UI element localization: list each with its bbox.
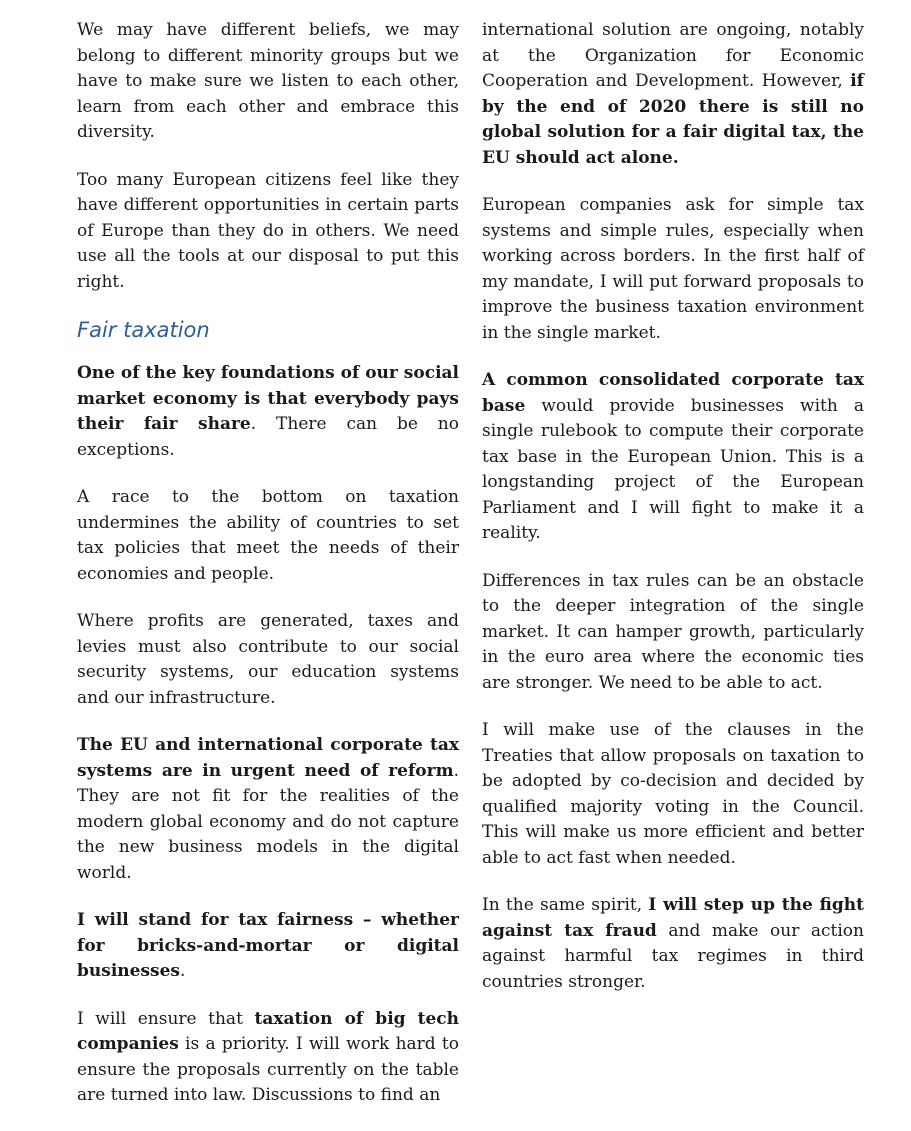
paragraph-text: . There can be no exceptions. — [77, 414, 459, 460]
paragraph-differences — [482, 569, 864, 697]
paragraph-text: In the same spirit, — [482, 895, 649, 915]
paragraph-race-to-bottom — [77, 485, 459, 587]
paragraph-text: . They are not fit for the realities of the modern global economy and do not capture the new business models in the digital world. — [77, 760, 459, 883]
paragraph-profits — [77, 609, 459, 711]
paragraph-digital-tax — [482, 18, 864, 171]
paragraph-text: I will make use of the clauses in the Treaties that allow proposals on taxation to be adopted by co-decision and decided by qualified majority voting in the Council. This will make us more efficient and better able to act fast when needed. — [482, 720, 864, 868]
paragraph-text: Where profits are generated, taxes and levies must also contribute to our social security systems, our education systems and our infrastructure. — [77, 611, 459, 708]
paragraph-reform — [77, 733, 459, 886]
paragraph-diversity — [77, 18, 459, 146]
bold-text: I will step up the fight against tax fraud — [482, 895, 864, 941]
section-heading: Fair taxation — [77, 318, 210, 342]
bold-text: if by the end of 2020 there is still no global solution for a fair digital tax, the EU should act alone. — [482, 71, 864, 168]
bold-text: I will stand for tax fairness – whether for bricks-and-mortar or digital businesses — [77, 910, 459, 981]
paragraph-tax-fraud — [482, 893, 864, 995]
paragraph-simple-rules — [482, 193, 864, 346]
paragraph-text: would provide businesses with a single rulebook to compute their corporate tax base in the European Union. This is a longstanding project of the European Parliament and I will fight to make it a reality. — [482, 395, 864, 543]
bold-text: One of the key foundations of our social market economy is that everybody pays their fair share — [77, 363, 459, 434]
paragraph-fair-share — [77, 361, 459, 463]
paragraph-text: and make our action against harmful tax regimes in third countries stronger. — [482, 920, 864, 992]
paragraph-text: European companies ask for simple tax systems and simple rules, especially when working across borders. In the first half of my mandate, I will put forward proposals to improve the business taxation environment in the single market. — [482, 195, 864, 343]
paragraph-big-tech — [77, 1007, 459, 1109]
paragraph-text: international solution are ongoing, notably at the Organization for Economic Cooperation and Development. However, — [482, 20, 864, 91]
paragraph-text: . — [179, 961, 186, 981]
bold-text: The EU and international corporate tax systems are in urgent need of reform — [77, 735, 459, 781]
paragraph-ccctb — [482, 368, 864, 547]
paragraph-text: We may have different beliefs, we may belong to different minority groups but we have to make sure we listen to each other, learn from each other and embrace this diversity. — [77, 20, 459, 142]
bold-text: taxation of big tech companies — [77, 1008, 460, 1054]
paragraph-tax-fairness — [77, 908, 459, 985]
paragraph-text: Too many European citizens feel like they have different opportunities in certain parts of Europe than they do in others. We need use all the tools at our disposal to put this right. — [77, 169, 459, 292]
paragraph-opportunities — [77, 168, 459, 296]
bold-text: A common consolidated corporate tax base — [482, 370, 864, 416]
paragraph-text: is a priority. I will work hard to ensure the proposals currently on the table are turned into law. Discussions to find an — [77, 1034, 459, 1105]
paragraph-treaties — [482, 718, 864, 871]
paragraph-text: Differences in tax rules can be an obstacle to the deeper integration of the single market. It can hamper growth, particularly in the euro area where the economic ties are stronger. We need to be able to act. — [482, 570, 864, 693]
paragraph-text: I will ensure that — [77, 1008, 255, 1029]
paragraph-text: A race to the bottom on taxation undermines the ability of countries to set tax policies that meet the needs of their economies and people. — [77, 487, 459, 584]
left-column — [77, 18, 459, 1131]
right-column — [482, 18, 864, 1017]
